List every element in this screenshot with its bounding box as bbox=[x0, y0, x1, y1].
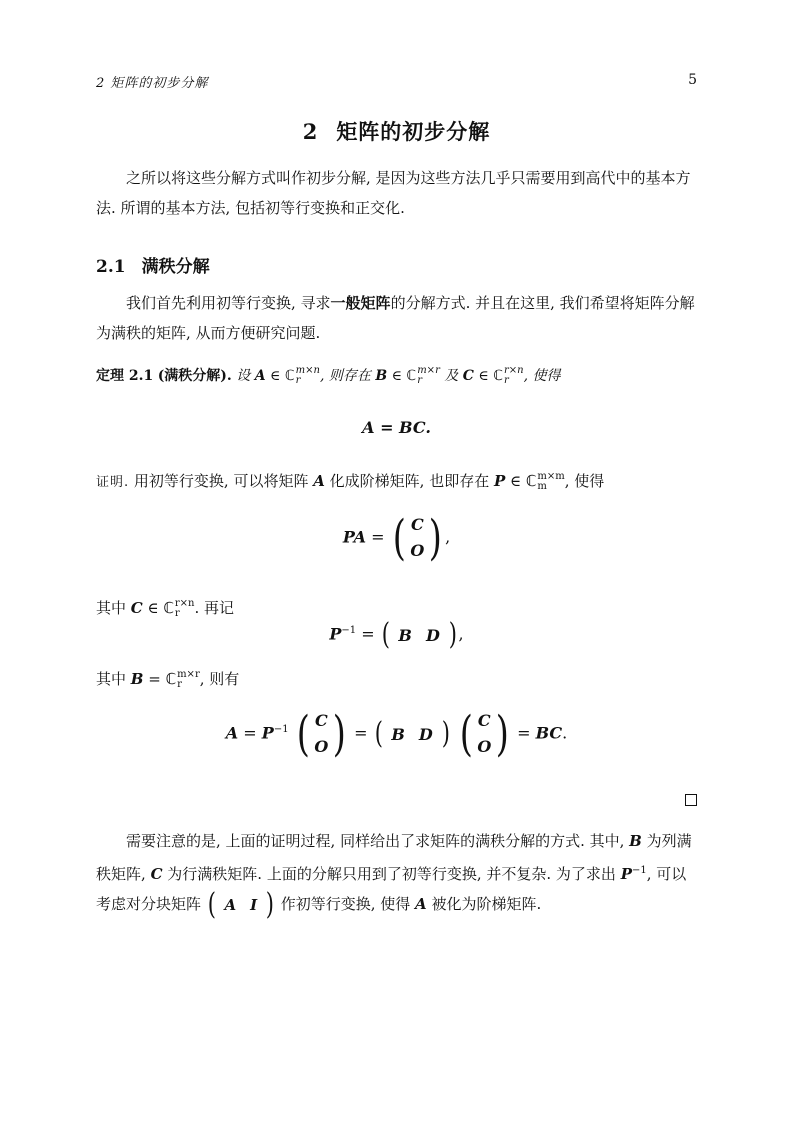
proof-line-a-post: . 再记 bbox=[194, 599, 235, 617]
chapter-title bbox=[0, 116, 793, 146]
section-paragraph-post: 的分解方式. 并且在这里, 我们希望将矩阵分解为满秩的矩阵, 从而方便研究问题. bbox=[96, 294, 695, 342]
section-paragraph-pre: 我们首先利用初等行变换, 寻求 bbox=[126, 294, 331, 312]
chapter-title-text: 矩阵的初步分解 bbox=[336, 119, 491, 144]
proof-line-b: 其中 B = ℂ m×r r , 则有 bbox=[96, 669, 240, 690]
theorem-text-4: , 使得 bbox=[523, 368, 561, 384]
qed-box bbox=[685, 794, 697, 806]
remark-text-2: 为列满秩矩阵, bbox=[96, 832, 692, 883]
page-number: 5 bbox=[688, 72, 697, 88]
remark-paragraph: 需要注意的是, 上面的证明过程, 同样给出了求矩阵的满秩分解的方式. 其中, B 为列满秩矩阵, C 为行满秩矩阵. 上面的分解只用到了初等行变换, 并不复杂. 为了求出 $P^{-1}$, 可以考虑对分块矩阵 ( A I ) 作初等行变换, 使得 A 被化为阶梯矩阵. bbox=[96, 832, 692, 922]
section-title-text: 满秩分解 bbox=[141, 257, 210, 277]
remark-text-6: 被化为阶梯矩阵. bbox=[431, 895, 542, 913]
theorem-text-2: , 则存在 bbox=[319, 368, 371, 384]
matrix-C-O-2: ( C O ) bbox=[296, 706, 347, 762]
section-number: 2.1 bbox=[96, 257, 126, 277]
proof-text-1: 用初等行变换, 可以将矩阵 bbox=[133, 472, 309, 490]
matrix-B-D: ( B D ) bbox=[381, 617, 457, 652]
chapter-number: 2 bbox=[302, 119, 319, 144]
proof-line-b-pre: 其中 bbox=[96, 670, 127, 688]
proof-line-b-post: , 则有 bbox=[199, 670, 240, 688]
equation-P-inverse: $P^{-1}$ = ( B D ) , bbox=[329, 617, 464, 652]
remark-text-4: , 可以考虑对分块矩阵 bbox=[96, 865, 687, 913]
matrix-A-I: ( A I ) bbox=[207, 887, 275, 922]
section-paragraph bbox=[96, 288, 697, 348]
running-head: 2 矩阵的初步分解 bbox=[96, 76, 209, 91]
theorem bbox=[96, 365, 697, 387]
matrix-B-D-2: ( B D ) bbox=[374, 716, 450, 751]
equation-PA: PA = ( C O ) , bbox=[342, 510, 451, 566]
proof-text-3: , 使得 bbox=[564, 472, 605, 490]
intro-text: 之所以将这些分解方式叫作初步分解, 是因为这些方法几乎只需要用到高代中的基本方法. 所谓的基本方法, 包括初等行变换和正交化. bbox=[96, 169, 691, 217]
theorem-name: (满秩分解). bbox=[157, 368, 232, 384]
proof-intro: 证明. 用初等行变换, 可以将矩阵 A 化成阶梯矩阵, 也即存在 P ∈ ℂ m×m m , 使得 bbox=[96, 471, 605, 492]
remark-text-5: 作初等行变换, 使得 bbox=[280, 895, 411, 913]
proof-line-a-pre: 其中 bbox=[96, 599, 127, 617]
theorem-equation bbox=[0, 418, 793, 437]
theorem-equation-text: A = BC. bbox=[362, 418, 431, 437]
remark-text-1: 需要注意的是, 上面的证明过程, 同样给出了求矩阵的满秩分解的方式. 其中, bbox=[126, 832, 625, 850]
theorem-label: 定理 2.1 bbox=[96, 368, 154, 384]
theorem-text-1: 设 bbox=[236, 368, 251, 384]
remark-text-3: 为行满秩矩阵. 上面的分解只用到了初等行变换, 并不复杂. 为了求出 bbox=[167, 865, 616, 883]
section-paragraph-emphasis: 一般矩阵 bbox=[330, 294, 391, 312]
theorem-text-3: 及 bbox=[444, 368, 459, 384]
proof-label: 证明. bbox=[96, 475, 130, 490]
proof-text-2: 化成阶梯矩阵, 也即存在 bbox=[329, 472, 490, 490]
proof-line-a: 其中 C ∈ ℂ r×n r . 再记 bbox=[96, 598, 235, 619]
matrix-C-O: ( C O ) bbox=[392, 510, 443, 566]
theorem-body: 设 A ∈ ℂ m×n r , 则存在 B ∈ ℂ m×r r 及 C ∈ ℂ r×n r , 使得 bbox=[236, 365, 561, 386]
section-heading bbox=[96, 252, 210, 277]
equation-A-decomposition: $A = P^{-1}$ ( C O ) = ( B D ) ( C O ) = BC. bbox=[225, 706, 568, 762]
intro-paragraph bbox=[96, 163, 697, 223]
matrix-C-O-3: ( C O ) bbox=[459, 706, 510, 762]
